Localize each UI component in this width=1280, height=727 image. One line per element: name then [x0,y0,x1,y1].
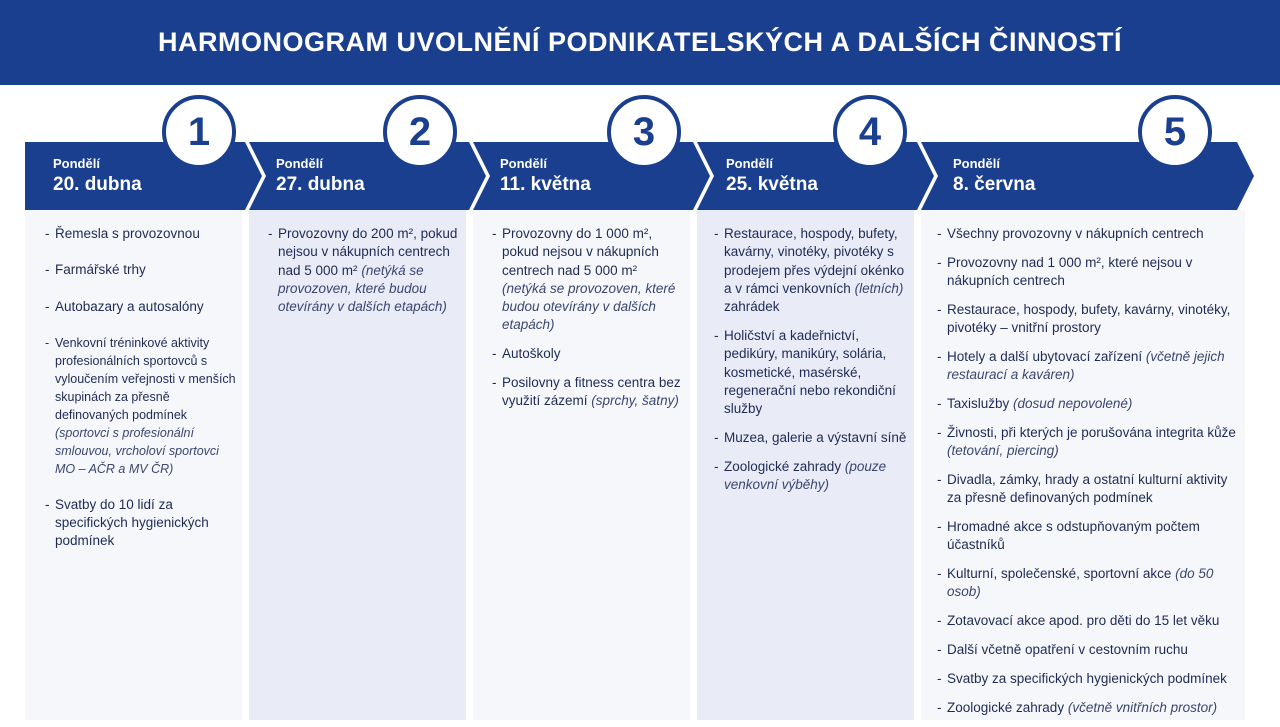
list-item [714,327,908,418]
item-text: Divadla, zámky, hrady a ostatní kulturní aktivity za přesně definovaných podmínek [947,471,1228,506]
list-item [45,298,240,316]
stage-label-4 [726,156,818,196]
stage-day: Pondělí [726,156,773,171]
stage-number-badge-5: 5 [1138,95,1212,169]
stage-column-4 [714,225,908,505]
item-text-tail: zahrádek [724,299,780,315]
list-item [714,458,908,495]
stage-label-2 [276,156,365,196]
list-item [492,345,682,363]
list-item [45,225,240,243]
item-text: Taxislužby [947,396,1010,412]
list-item [937,395,1237,413]
stage-day: Pondělí [500,156,547,171]
stage-label-3 [500,156,591,196]
stage-number-badge-2: 2 [383,95,457,169]
stage-date: 27. dubna [276,174,365,195]
list-item [268,225,458,316]
stage-day: Pondělí [53,156,100,171]
item-text: Restaurace, hospody, bufety, kavárny, vinotéky, pivotéky s prodejem přes výdejní okénko a v rámci venkovních [724,226,905,296]
list-item [45,334,240,478]
item-text: Muzea, galerie a výstavní síně [724,429,907,445]
item-text: Venkovní tréninkové aktivity profesionálních sportovců s vyloučením veřejnosti v menších skupinách za přesně definovaných podmínek [55,335,236,422]
stage-day: Pondělí [953,156,1000,171]
stage-date: 25. května [726,174,818,195]
stage-column-1 [45,225,240,561]
list-item [45,496,240,551]
item-note: (včetně vnitřních prostor) [1067,699,1218,715]
item-text: Holičství a kadeřnictví, pedikúry, manikúry, solária, kosmetické, masérské, regenerační nebo rekondiční služby [724,327,896,417]
item-note: (pouze venkovní výběhy) [724,458,887,493]
item-text: Farmářské trhy [55,262,146,278]
stage-column-3 [492,225,682,421]
stage-date: 11. května [500,174,591,195]
item-text: Kulturní, společenské, sportovní akce [947,566,1172,582]
item-note: (do 50 osob) [947,566,1214,600]
item-text: Autoškoly [502,346,561,362]
item-text: Hotely a další ubytovací zařízení [947,348,1143,364]
item-text: Všechny provozovny v nákupních centrech [947,226,1204,241]
page-title: HARMONOGRAM UVOLNĚNÍ PODNIKATELSKÝCH A DALŠÍCH ČINNOSTÍ [158,27,1122,57]
item-text: Zotavovací akce apod. pro děti do 15 let věku [947,613,1220,629]
list-item [492,374,682,411]
item-text: Provozovny do 1 000 m², pokud nejsou v nákupních centrech nad 5 000 m² [502,226,659,278]
stage-number-badge-3: 3 [607,95,681,169]
item-note: (dosud nepovolené) [1013,396,1133,412]
stage-label-5 [953,156,1035,196]
item-note: (sportovci s profesionální smlouvou, vrcholoví sportovci MO – AČR a MV ČR) [55,425,219,476]
list-item [714,225,908,316]
item-text: Další včetně opatření v cestovním ruchu [947,642,1188,658]
stage-number-badge-4: 4 [833,95,907,169]
item-text: Provozovny nad 1 000 m², které nejsou v nákupních centrech [947,254,1193,289]
item-text: Svatby za specifických hygienických podmínek [947,670,1227,686]
item-note: (netýká se provozoven, které budou otevírány v dalších etapách) [278,262,447,315]
stage-day: Pondělí [276,156,323,171]
item-text: Hromadné akce s odstupňovaným počtem účastníků [947,519,1200,553]
item-text: Zoologické zahrady [947,699,1065,715]
list-item [937,670,1237,688]
list-item [714,429,908,447]
stage-label-1 [53,156,142,196]
stage-date: 20. dubna [53,174,142,195]
item-note: (netýká se provozoven, které budou otevírány v dalších etapách) [502,280,676,333]
item-text: Zoologické zahrady [724,458,842,474]
list-item [937,518,1237,555]
item-text: Řemesla s provozovnou [55,226,200,241]
item-text: Svatby do 10 lidí za specifických hygienických podmínek [55,496,209,549]
list-item [937,471,1237,508]
list-item [492,225,682,335]
item-text: Restaurace, hospody, bufety, kavárny, vinotéky, pivotéky – vnitřní prostory [947,301,1231,336]
stage-number-badge-1: 1 [162,95,236,169]
stage-column-5 [937,225,1237,727]
list-item [937,301,1237,338]
item-note: (včetně jejich restaurací a kaváren) [947,348,1225,383]
list-item [937,565,1237,602]
list-item [937,254,1237,291]
stage-date: 8. června [953,174,1036,195]
item-text: Provozovny do 200 m², pokud nejsou v nákupních centrech nad 5 000 m² [278,226,458,278]
list-item [937,424,1237,461]
list-item [45,261,240,279]
item-note: (letních) [854,280,904,296]
item-note: (sprchy, šatny) [591,393,679,409]
list-item [937,225,1237,243]
item-text: Autobazary a autosalóny [55,298,204,314]
list-item [937,641,1237,659]
list-item [937,348,1237,385]
list-item [937,699,1237,717]
item-text: Živnosti, při kterých je porušována integrita kůže [947,424,1236,440]
item-note: (tetování, piercing) [947,443,1059,459]
item-text: Posilovny a fitness centra bez využití zázemí [502,375,681,409]
list-item [937,612,1237,630]
stage-column-2 [268,225,458,327]
